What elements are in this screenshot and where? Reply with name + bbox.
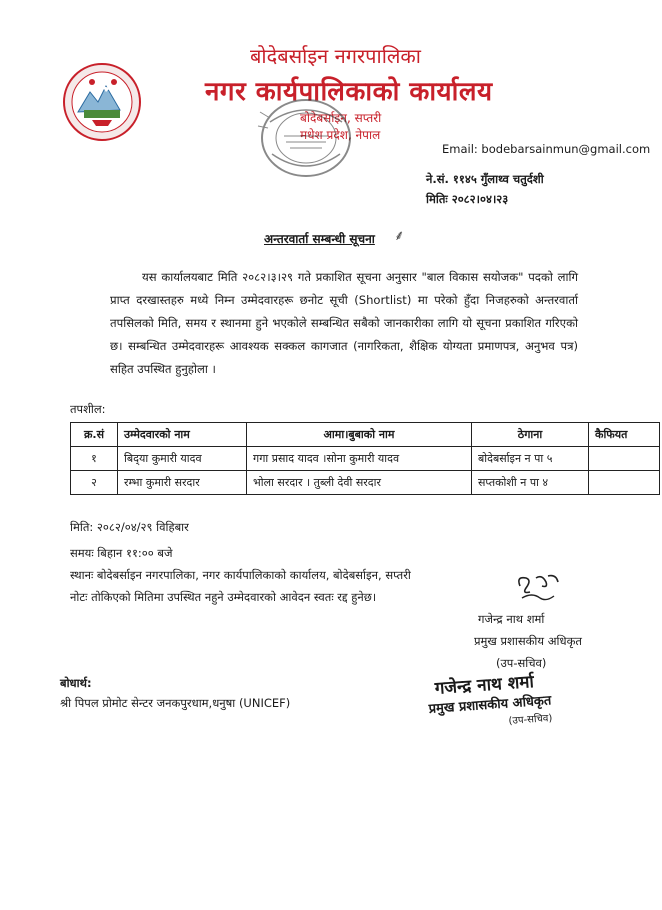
interview-date: मिति: २०८२/०४/२९ विहिबार [70,520,189,534]
cc-label: बोधार्थ: [60,676,92,690]
cell-candidate-name: रम्भा कुमारी सरदार [118,471,247,495]
notice-body: यस कार्यालयबाट मिति २०८२।३।२९ गते प्रकाशित सूचना अनुसार "बाल विकास सयोजक" पदको लागि प्राप्त दरखास्तहरु मध्ये निम्न उम्मेदवारहरू छनोट सूची (Shortlist) मा परेको हुँदा निजहरुको अन्तरवार्ता तपसिलको मिति, समय र स्थानमा हुने भएकोले सम्बन्धित सबैको जानकारीका लागि यो सूचना प्रकाशित गरिएको छ। सम्बन्धित उम्मेदवारहरू आवश्यक सक्कल कागजात (नागरिकता, शैक्षिक योग्यता प्रमाणपत्र, अनुभव पत्र) सहित उपस्थित हुनुहोला । [110,270,578,376]
seal-title: प्रमुख प्रशासकीय अधिकृत [428,693,552,717]
header-candidate-name: उम्मेदवारको नाम [118,423,247,447]
signatory-name: गजेन्द्र नाथ शर्मा [478,612,545,626]
cc-recipient: श्री पिपल प्रोमोट सेन्टर जनकपुरधाम,धनुषा (UNICEF) [60,696,291,710]
table-row [71,447,660,471]
cell-address: बोदेबर्साइन न पा ५ [472,447,589,471]
letter-date: मितिः २०८२।०४।२३ [426,192,509,206]
office-name: नगर कार्यपालिकाको कार्यालय [205,77,493,107]
cell-serial: २ [71,471,118,495]
cell-candidate-name: बिद्‌या कुमारी यादव [118,447,247,471]
cell-address: सप्तकोशी न पा ४ [472,471,589,495]
signature-icon [512,572,564,606]
interview-time: समयः बिहान ११:०० बजे [70,546,173,560]
signatory-rank: (उप-सचिव) [496,656,547,670]
municipality-emblem-icon [62,62,142,142]
seal-rank: (उप-सचिव) [508,712,553,727]
header-address: ठेगाना [472,423,589,447]
header-parent-name: आमा।बुबाको नाम [247,423,472,447]
table-header-row [71,423,660,447]
address-line-2: मधेश प्रदेश, नेपाल [300,128,381,142]
address-line-1: बोदेबर्साइन, सप्तरी [300,111,382,125]
candidate-table [70,422,660,495]
seal-name: गजेन्द्र नाथ शर्मा [434,672,535,699]
ink-mark-icon: ⸙ [394,228,405,244]
cell-remarks [589,471,660,495]
table-row [71,471,660,495]
cell-parent-name: भोला सरदार । तुब्ली देवी सरदार [247,471,472,495]
header-remarks: कैफियत [589,423,660,447]
contact-email: Email: bodebarsainmun@gmail.com [442,142,651,156]
municipality-name: बोदेबर्साइन नगरपालिका [250,44,421,68]
cell-remarks [589,447,660,471]
notice-title: अन्तरवार्ता सम्बन्धी सूचना [264,232,375,246]
cell-parent-name: गगा प्रसाद यादव ।सोना कुमारी यादव [247,447,472,471]
signatory-title: प्रमुख प्रशासकीय अधिकृत [474,634,582,648]
header-serial: क्र.सं [71,423,118,447]
interview-note: नोटः तोकिएको मितिमा उपस्थित नहुने उम्मेदवारको आवेदन स्वतः रद्द हुनेछ। [70,590,377,604]
details-label: तपशील: [70,402,106,416]
interview-place: स्थानः बोदेबर्साइन नगरपालिका, नगर कार्यपालिकाको कार्यालय, बोदेबर्साइन, सप्तरी [70,568,411,582]
office-stamp-icon [250,92,362,184]
nepal-sambat-date: ने.सं. ११४५ गुँलाथ्व चतुर्दशी [426,172,544,186]
cell-serial: १ [71,447,118,471]
